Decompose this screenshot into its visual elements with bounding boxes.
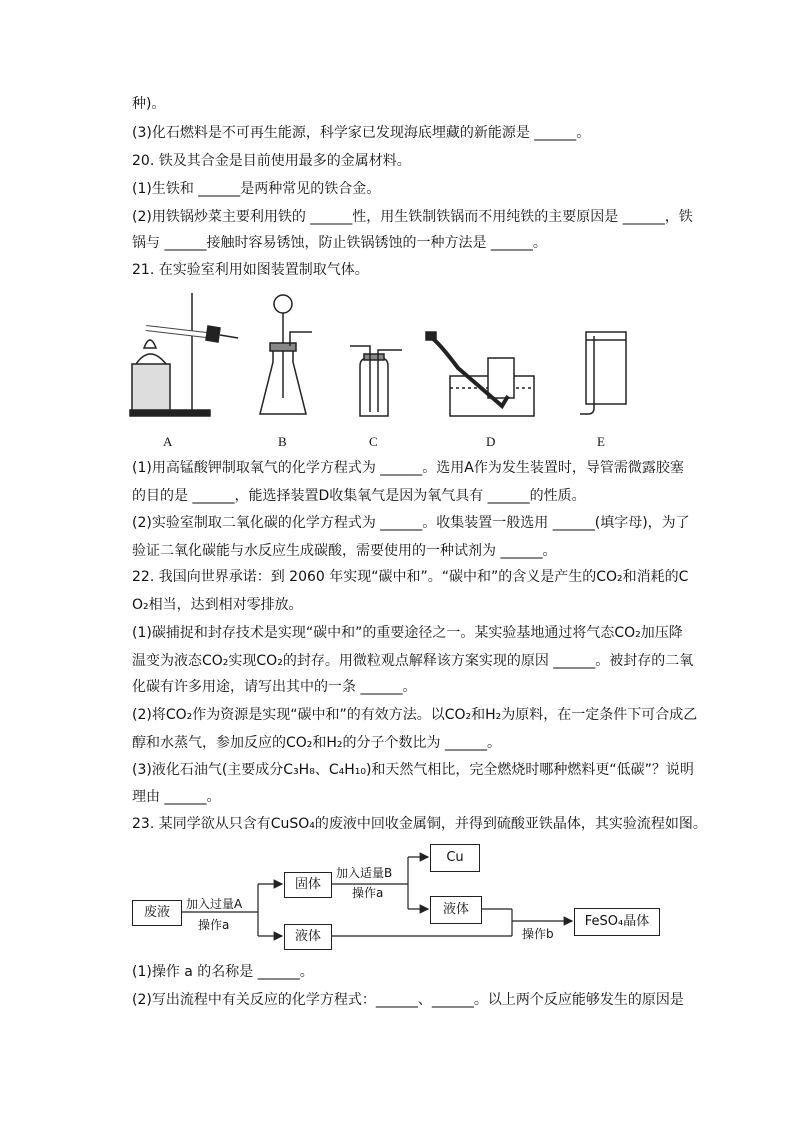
label-a: A [163, 434, 173, 449]
text-line: (2)用铁锅炒菜主要利用铁的 ______性，用生铁制铁锅而不用纯铁的主要原因是 ______，铁 [132, 209, 693, 225]
flow-solid-box: 固体 [284, 872, 332, 898]
text-line: 化碳有许多用途，请写出其中的一条 ______。 [132, 679, 417, 695]
text-line: (1)用高锰酸钾制取氧气的化学方程式为 ______。选用A作为发生装置时，导管需微露胶塞 [132, 460, 684, 476]
flow-liquid-box: 液体 [430, 896, 482, 924]
text-line: (3)化石燃料是不可再生能源，科学家已发现海底埋藏的新能源是 ______。 [132, 125, 591, 141]
text-line: 理由 ______。 [132, 789, 221, 805]
text-line: O₂相当，达到相对零排放。 [132, 597, 303, 613]
text-line: 验证二氧化碳能与水反应生成碳酸，需要使用的一种试剂为 ______。 [132, 543, 557, 559]
text-line: 种)。 [132, 96, 166, 112]
question-23: 23. 某同学欲从只含有CuSO₄的废液中回收金属铜，并得到硫酸亚铁晶体，其实验流程如图。 [132, 816, 707, 832]
label-d: D [486, 434, 496, 449]
flow-cu-box: Cu [430, 844, 480, 872]
label-b: B [278, 434, 287, 449]
flow-step2-op: 操作a [352, 886, 384, 900]
text-line: (2)将CO₂作为资源是实现“碳中和”的有效方法。以CO₂和H₂为原料，在一定条件下可合成乙 [132, 707, 698, 723]
text-line: 的目的是 ______，能选择装置D收集氧气是因为氧气具有 ______的性质。 [132, 488, 586, 504]
question-22: 22. 我国向世界承诺：到 2060 年实现“碳中和”。“碳中和”的含义是产生的CO₂和消耗的C [132, 569, 689, 585]
question-20: 20. 铁及其合金是目前使用最多的金属材料。 [132, 153, 411, 169]
text-line: 锅与 ______接触时容易锈蚀，防止铁锅锈蚀的一种方法是 ______。 [132, 235, 547, 251]
label-e: E [597, 434, 605, 449]
text-line: 温变为液态CO₂实现CO₂的封存。用微粒观点解释该方案实现的原因 ______。被封存的二氧 [132, 653, 694, 669]
flow-step1-op: 操作a [198, 918, 230, 932]
text-line: (1)生铁和 ______是两种常见的铁合金。 [132, 181, 381, 197]
flow-feso4-box: FeSO₄晶体 [574, 908, 660, 936]
flow-step2-label: 加入适量B [336, 866, 393, 880]
text-line: (1)操作 a 的名称是 ______。 [132, 964, 314, 980]
text-line: (1)碳捕捉和封存技术是实现“碳中和”的重要途径之一。某实验基地通过将气态CO₂加压降 [132, 625, 683, 641]
text-line: (2)实验室制取二氧化碳的化学方程式为 ______。收集装置一般选用 ______(填字母)，为了 [132, 515, 690, 531]
flow-step1-label: 加入过量A [186, 897, 243, 911]
text-line: 醇和水蒸气，参加反应的CO₂和H₂的分子个数比为 ______。 [132, 735, 501, 751]
flow-step3-op: 操作b [522, 927, 554, 941]
label-c: C [369, 434, 378, 449]
question-21: 21. 在实验室利用如图装置制取气体。 [132, 262, 369, 278]
text-line: (3)液化石油气(主要成分C₃H₈、C₄H₁₀)和天然气相比，完全燃烧时哪种燃料更“低碳”？说明 [132, 762, 694, 778]
text-line: (2)写出流程中有关反应的化学方程式：______、______。以上两个反应能够发生的原因是 [132, 992, 684, 1008]
flow-liquid-box: 液体 [284, 924, 332, 950]
flow-waste-box: 废液 [132, 900, 182, 926]
